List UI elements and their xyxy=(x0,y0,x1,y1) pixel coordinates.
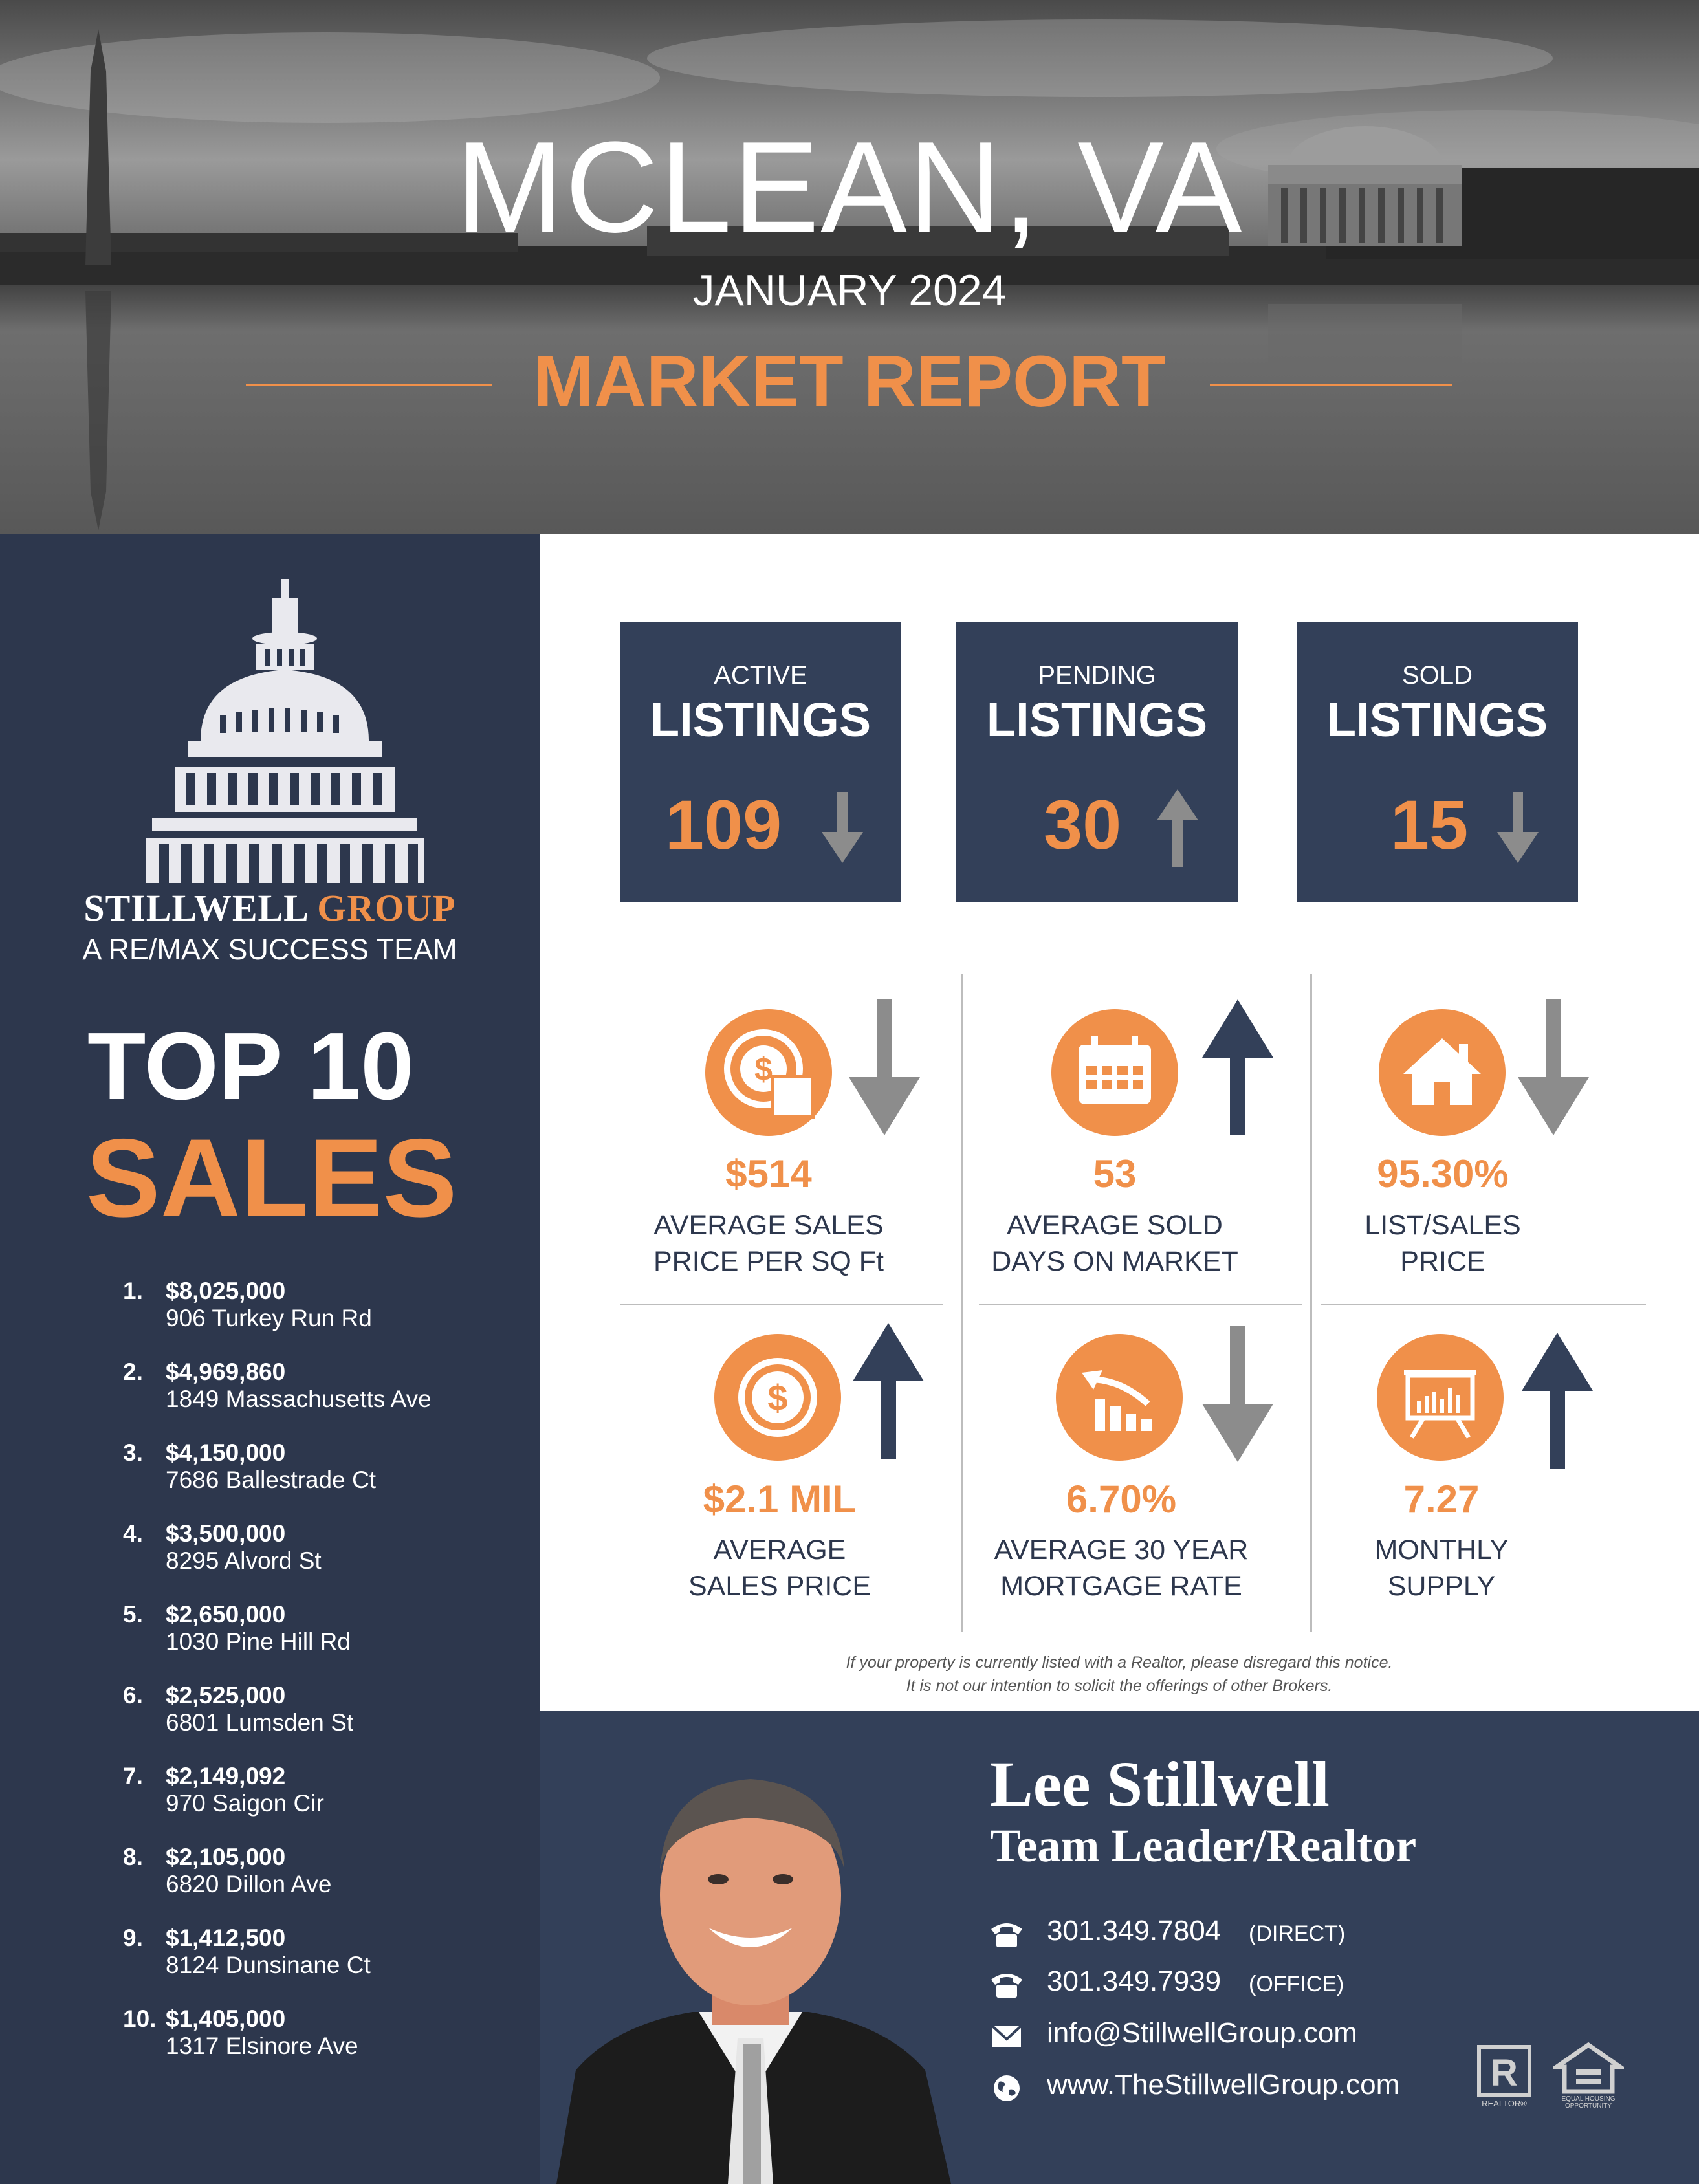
sale-price: $2,650,000 xyxy=(166,1601,286,1628)
sale-price: $4,150,000 xyxy=(166,1439,286,1466)
metric-label xyxy=(953,1207,1277,1280)
svg-text:R: R xyxy=(1491,2052,1518,2094)
arrow-down-icon xyxy=(1497,792,1539,863)
trend-up-arrow-icon xyxy=(1522,1333,1593,1469)
sale-rank: 1. xyxy=(123,1278,143,1304)
sale-address: 906 Turkey Run Rd xyxy=(166,1305,372,1331)
metric-label-line1: AVERAGE SOLD xyxy=(1007,1210,1223,1241)
svg-text:$: $ xyxy=(767,1377,788,1418)
sale-price: $2,149,092 xyxy=(166,1763,286,1789)
stat-value: 30 xyxy=(1044,785,1122,864)
metric-label-line2: SALES PRICE xyxy=(688,1571,871,1602)
metric-value: $514 xyxy=(725,1152,812,1196)
phone-office-number[interactable]: 301.349.7939 xyxy=(1047,1965,1222,1997)
stat-label-big: LISTINGS xyxy=(650,693,871,747)
metric-label-line2: DAYS ON MARKET xyxy=(991,1246,1238,1277)
row-divider xyxy=(1321,1304,1646,1305)
phone-direct[interactable] xyxy=(990,1915,1443,1954)
equal-housing-logo xyxy=(1553,2041,1624,2109)
agent-photo xyxy=(537,1734,964,2184)
realtor-logo xyxy=(1475,2044,1533,2109)
agent-title: Team Leader/Realtor xyxy=(990,1820,1417,1872)
svg-text:OPPORTUNITY: OPPORTUNITY xyxy=(1564,2102,1612,2109)
svg-text:EQUAL HOUSING: EQUAL HOUSING xyxy=(1561,2095,1616,2102)
stat-label-small: ACTIVE xyxy=(714,661,807,690)
stat-value: 109 xyxy=(665,785,782,864)
sold-listings-box xyxy=(1297,622,1578,902)
metric-value: 53 xyxy=(1093,1152,1137,1196)
metric-label xyxy=(618,1532,941,1604)
sale-rank: 6. xyxy=(123,1682,143,1709)
pending-listings-box xyxy=(956,622,1238,902)
email-link[interactable]: info@StillwellGroup.com xyxy=(1047,2017,1357,2049)
sale-price: $1,405,000 xyxy=(166,2005,286,2032)
sale-address: 1317 Elsinore Ave xyxy=(166,2033,358,2059)
brand-name-part2: GROUP xyxy=(317,887,456,929)
metric-label xyxy=(1281,1207,1605,1280)
dollar-coin-icon xyxy=(714,1334,841,1461)
disclaimer-line1: If your property is currently listed with a Realtor, please disregard this notice. xyxy=(846,1654,1393,1672)
svg-text:REALTOR®: REALTOR® xyxy=(1482,2099,1527,2108)
phone-icon xyxy=(990,1919,1024,1950)
metric-value: 95.30% xyxy=(1377,1152,1509,1196)
phone-direct-number[interactable]: 301.349.7804 xyxy=(1047,1915,1222,1947)
metric-label-line2: MORTGAGE RATE xyxy=(1000,1571,1242,1602)
sale-address: 7686 Ballestrade Ct xyxy=(166,1467,376,1493)
phone-office-tag: (OFFICE) xyxy=(1249,1972,1344,1996)
row-divider xyxy=(979,1304,1302,1305)
active-listings-box xyxy=(620,622,901,902)
metric-label-line2: PRICE PER SQ Ft xyxy=(653,1246,884,1277)
phone-office[interactable] xyxy=(990,1965,1443,2004)
phone-icon xyxy=(990,1969,1024,2000)
trend-up-arrow-icon xyxy=(853,1323,924,1459)
agent-name: Lee Stillwell xyxy=(990,1748,1330,1820)
envelope-icon xyxy=(990,2021,1024,2052)
sale-rank: 4. xyxy=(123,1520,143,1547)
sale-rank: 2. xyxy=(123,1359,143,1385)
sale-address: 1849 Massachusetts Ave xyxy=(166,1386,432,1412)
disclaimer-line2: It is not our intention to solicit the offerings of other Brokers. xyxy=(906,1677,1333,1695)
sale-price: $4,969,860 xyxy=(166,1359,286,1385)
stat-value: 15 xyxy=(1390,785,1469,864)
sale-address: 6801 Lumsden St xyxy=(166,1709,354,1736)
brand-name xyxy=(0,886,540,930)
metric-label-line1: MONTHLY xyxy=(1374,1534,1509,1566)
metric-label-line1: AVERAGE xyxy=(713,1534,846,1566)
trend-down-arrow-icon xyxy=(1202,1326,1273,1462)
sale-price: $8,025,000 xyxy=(166,1278,286,1304)
website-contact[interactable] xyxy=(990,2069,1443,2108)
sales-heading: SALES xyxy=(86,1116,457,1240)
sale-address: 8295 Alvord St xyxy=(166,1547,322,1574)
sale-price: $1,412,500 xyxy=(166,1925,286,1951)
metric-label-line1: AVERAGE 30 YEAR xyxy=(994,1534,1249,1566)
metric-label xyxy=(959,1532,1283,1604)
trend-up-arrow-icon xyxy=(1202,999,1273,1135)
disclaimer xyxy=(540,1651,1699,1698)
sale-rank: 8. xyxy=(123,1844,143,1870)
title-rule-right xyxy=(1210,384,1452,386)
sale-rank: 10. xyxy=(123,2005,157,2032)
sale-rank: 3. xyxy=(123,1439,143,1466)
stat-label-big: LISTINGS xyxy=(1326,693,1548,747)
metric-label-line1: LIST/SALES xyxy=(1365,1210,1521,1241)
sale-rank: 9. xyxy=(123,1925,143,1951)
calendar-icon xyxy=(1051,1009,1178,1136)
sale-price: $2,105,000 xyxy=(166,1844,286,1870)
presentation-board-icon xyxy=(1377,1334,1504,1461)
trend-down-arrow-icon xyxy=(849,999,920,1135)
top10-heading: TOP 10 xyxy=(87,1013,414,1120)
sale-rank: 5. xyxy=(123,1601,143,1628)
report-month: JANUARY 2024 xyxy=(692,266,1007,315)
globe-icon xyxy=(990,2073,1024,2104)
sale-price: $3,500,000 xyxy=(166,1520,286,1547)
arrow-up-icon xyxy=(1157,789,1198,867)
brand-name-part1: STILLWELL xyxy=(83,887,307,929)
hero-banner xyxy=(0,0,1699,534)
metric-value: 7.27 xyxy=(1403,1478,1480,1521)
price-per-sqft-icon xyxy=(705,1009,832,1136)
sale-price: $2,525,000 xyxy=(166,1682,286,1709)
website-link[interactable]: www.TheStillwellGroup.com xyxy=(1047,2069,1400,2101)
metric-label-line2: PRICE xyxy=(1400,1246,1485,1277)
phone-direct-tag: (DIRECT) xyxy=(1249,1921,1346,1946)
arrow-down-icon xyxy=(822,792,863,863)
metric-label xyxy=(1280,1532,1603,1604)
metric-label xyxy=(607,1207,930,1280)
metric-value: 6.70% xyxy=(1066,1478,1177,1521)
metric-label-line1: AVERAGE SALES xyxy=(653,1210,884,1241)
city-title: MCLEAN, VA xyxy=(455,115,1244,259)
declining-chart-icon xyxy=(1056,1334,1183,1461)
stat-label-small: PENDING xyxy=(1038,661,1156,690)
trend-down-arrow-icon xyxy=(1518,999,1589,1135)
report-title: MARKET REPORT xyxy=(533,341,1166,422)
svg-text:$: $ xyxy=(754,1051,773,1087)
stat-label-big: LISTINGS xyxy=(986,693,1208,747)
sale-address: 1030 Pine Hill Rd xyxy=(166,1628,351,1655)
capitol-dome-logo xyxy=(142,579,427,886)
metric-value: $2.1 MIL xyxy=(703,1478,857,1521)
sale-address: 970 Saigon Cir xyxy=(166,1790,324,1817)
sale-rank: 7. xyxy=(123,1763,143,1789)
sale-address: 8124 Dunsinane Ct xyxy=(166,1952,371,1978)
row-divider xyxy=(620,1304,943,1305)
house-icon xyxy=(1379,1009,1506,1136)
metric-label-line2: SUPPLY xyxy=(1387,1571,1496,1602)
email-contact[interactable] xyxy=(990,2017,1443,2056)
brand-tagline: A RE/MAX SUCCESS TEAM xyxy=(82,933,457,966)
sale-address: 6820 Dillon Ave xyxy=(166,1871,332,1897)
stat-label-small: SOLD xyxy=(1402,661,1473,690)
